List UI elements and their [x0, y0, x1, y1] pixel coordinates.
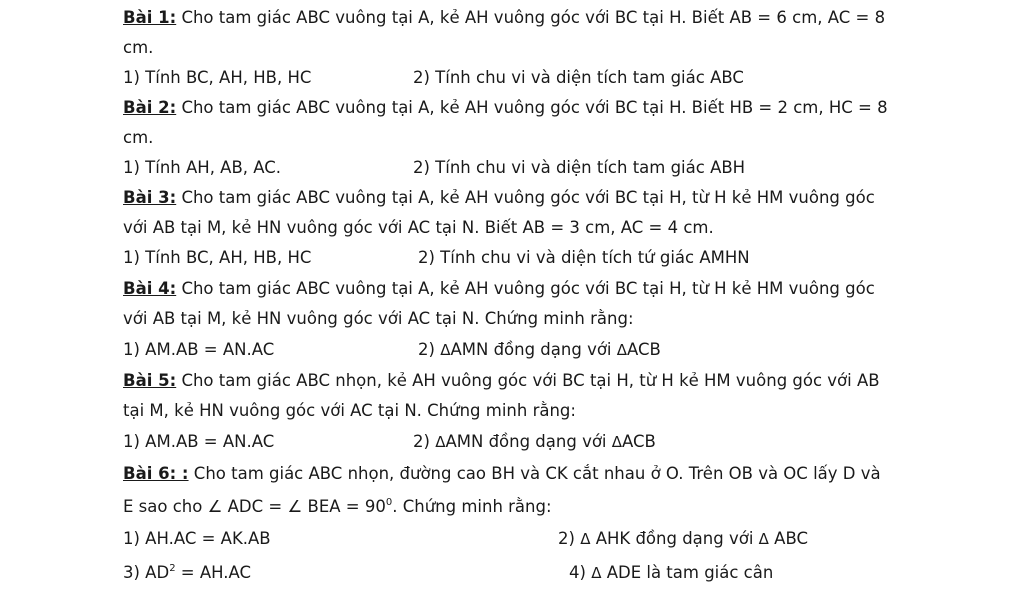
exercise-4-statement — [123, 278, 875, 300]
exercise-2-questions — [123, 157, 943, 179]
square-superscript: 2 — [169, 563, 176, 574]
exercise-5-questions — [123, 431, 943, 453]
exercise-6-questions-row2 — [123, 562, 943, 584]
exercise-1-q1: 1) Tính BC, AH, HB, HC — [123, 68, 312, 87]
exercise-2-statement-cont: cm. — [123, 128, 154, 147]
exercise-6-q4: 4) Δ ADE là tam giác cân — [569, 563, 774, 582]
exercise-2-statement — [123, 97, 888, 119]
exercise-2-q2: 2) Tính chu vi và diện tích tam giác ABH — [413, 158, 746, 177]
exercise-3-statement — [123, 187, 875, 209]
exercise-1-statement-cont: cm. — [123, 38, 154, 57]
triangle-symbol: Δ — [591, 564, 602, 582]
exercise-3-q1: 1) Tính BC, AH, HB, HC — [123, 248, 312, 267]
triangle-symbol: Δ — [616, 341, 628, 359]
exercise-3-q2: 2) Tính chu vi và diện tích tứ giác AMHN — [418, 248, 750, 267]
exercise-6-heading: Bài 6: : — [123, 464, 189, 483]
triangle-symbol: Δ — [611, 433, 623, 451]
exercise-5-q1: 1) AM.AB = AN.AC — [123, 432, 275, 451]
exercise-4-text: Cho tam giác ABC vuông tại A, kẻ AH vuông góc với BC tại H, từ H kẻ HM vuông góc — [176, 279, 875, 298]
degree-superscript: 0 — [385, 497, 393, 508]
exercise-3-heading: Bài 3: — [123, 188, 177, 207]
exercise-6-questions-row1 — [123, 528, 943, 550]
exercise-6-q1: 1) AH.AC = AK.AB — [123, 529, 271, 548]
exercise-1-heading: Bài 1: — [123, 8, 177, 27]
exercise-1-questions — [123, 67, 943, 89]
exercise-6-q3: 3) $AD^2 = AH.AC$ — [123, 563, 252, 582]
exercise-4-questions — [123, 339, 943, 361]
triangle-symbol: Δ — [758, 530, 769, 548]
exercise-4-heading: Bài 4: — [123, 279, 177, 298]
angle-symbol: ∠ — [207, 497, 223, 516]
exercise-5-heading: Bài 5: — [123, 371, 177, 390]
exercise-6-statement-cont: E sao cho ∠ ADC = ∠ BEA = $90^0$. Chứng minh rằng: — [123, 497, 552, 516]
triangle-symbol: Δ — [435, 433, 446, 451]
exercise-4-statement-cont: với AB tại M, kẻ HN vuông góc với AC tại N. Chứng minh rằng: — [123, 309, 634, 328]
exercise-1-statement — [123, 7, 885, 29]
triangle-symbol: Δ — [580, 530, 591, 548]
exercise-5-statement-cont: tại M, kẻ HN vuông góc với AC tại N. Chứng minh rằng: — [123, 401, 576, 420]
exercise-4-q2: 2) ΔAMN đồng dạng với ΔACB — [418, 340, 661, 359]
exercise-5-q2: 2) ΔAMN đồng dạng với ΔACB — [413, 432, 656, 451]
exercise-6-text: Cho tam giác ABC nhọn, đường cao BH và CK cắt nhau ở O. Trên OB và OC lấy D và — [188, 464, 881, 483]
exercise-5-statement — [123, 370, 880, 392]
exercise-6-statement — [123, 463, 881, 485]
exercise-1-text: Cho tam giác ABC vuông tại A, kẻ AH vuông góc với BC tại H. Biết AB = 6 cm, AC = 8 — [176, 8, 886, 27]
triangle-symbol: Δ — [440, 341, 451, 359]
exercise-3-questions — [123, 247, 943, 269]
exercise-3-text: Cho tam giác ABC vuông tại A, kẻ AH vuông góc với BC tại H, từ H kẻ HM vuông góc — [176, 188, 875, 207]
exercise-4-q1: 1) AM.AB = AN.AC — [123, 340, 275, 359]
exercise-2-heading: Bài 2: — [123, 98, 177, 117]
exercise-5-text: Cho tam giác ABC nhọn, kẻ AH vuông góc với BC tại H, từ H kẻ HM vuông góc với AB — [176, 371, 880, 390]
angle-symbol: ∠ — [287, 497, 303, 516]
exercise-2-text: Cho tam giác ABC vuông tại A, kẻ AH vuông góc với BC tại H. Biết HB = 2 cm, HC = 8 — [176, 98, 888, 117]
exercise-2-q1: 1) Tính AH, AB, AC. — [123, 158, 282, 177]
exercise-6-q2: 2) Δ AHK đồng dạng với Δ ABC — [558, 529, 809, 548]
exercise-3-statement-cont: với AB tại M, kẻ HN vuông góc với AC tại N. Biết AB = 3 cm, AC = 4 cm. — [123, 218, 714, 237]
exercise-1-q2: 2) Tính chu vi và diện tích tam giác ABC — [413, 68, 744, 87]
